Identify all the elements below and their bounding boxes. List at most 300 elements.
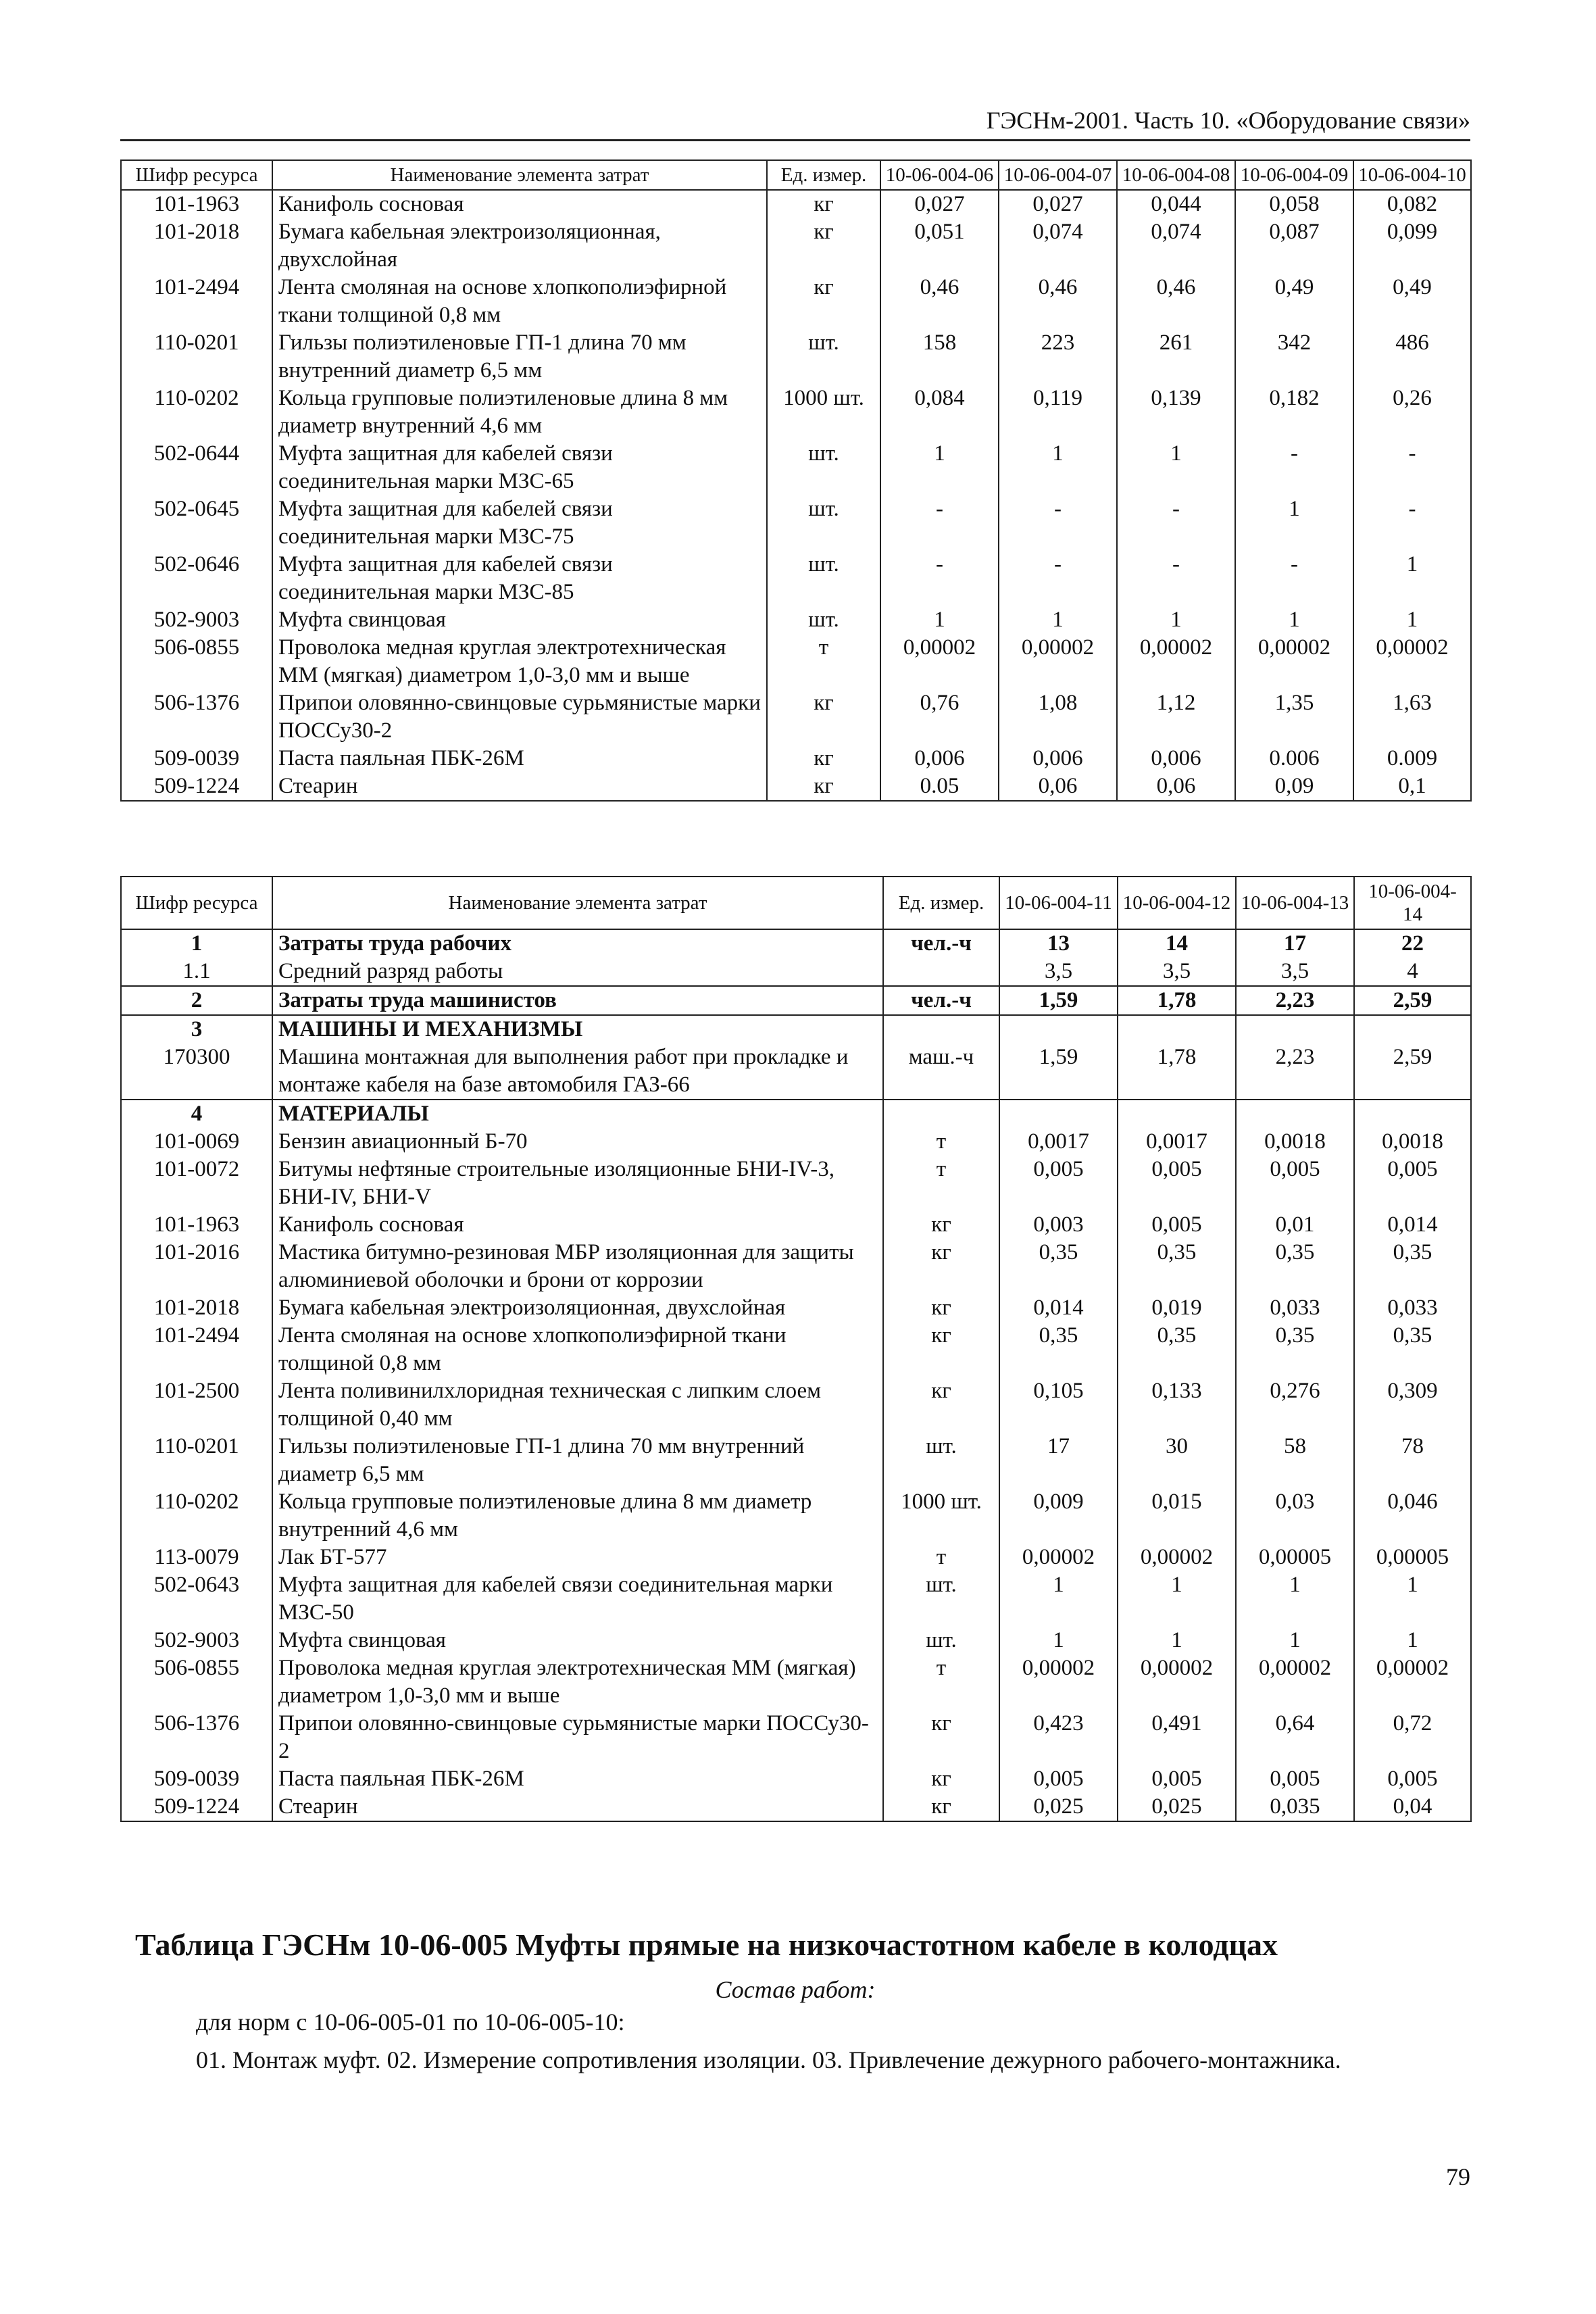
cost-element-name: Муфта защитная для кабелей связи соединительная марки МЗС-50 bbox=[272, 1571, 883, 1627]
norm-value: 1 bbox=[1117, 440, 1235, 495]
resource-code: 101-2494 bbox=[121, 274, 272, 329]
norm-value: 0,309 bbox=[1354, 1377, 1471, 1433]
unit-of-measure: чел.-ч bbox=[883, 986, 999, 1015]
norm-value: 0,074 bbox=[1117, 218, 1235, 274]
norm-value: 0,49 bbox=[1235, 274, 1353, 329]
norm-value: 1 bbox=[1235, 495, 1353, 551]
column-header: Ед. измер. bbox=[767, 160, 880, 190]
table-row bbox=[121, 986, 1471, 1015]
resource-code: 502-9003 bbox=[121, 606, 272, 634]
norm-value: 3,5 bbox=[1118, 958, 1236, 986]
norm-value: 0,46 bbox=[999, 274, 1117, 329]
norm-value: - bbox=[1235, 551, 1353, 606]
norm-value: 13 bbox=[999, 929, 1118, 958]
column-header: 10-06-004-06 bbox=[880, 160, 999, 190]
unit-of-measure: кг bbox=[883, 1765, 999, 1793]
cost-element-name: Канифоль сосновая bbox=[272, 1211, 883, 1239]
norm-value: 0,35 bbox=[1236, 1322, 1354, 1377]
unit-of-measure: маш.-ч bbox=[883, 1043, 999, 1100]
column-header: 10-06-004-09 bbox=[1235, 160, 1353, 190]
norm-value: - bbox=[999, 551, 1117, 606]
cost-element-name: Муфта защитная для кабелей связи соединительная марки МЗС-65 bbox=[272, 440, 767, 495]
unit-of-measure: кг bbox=[883, 1322, 999, 1377]
norm-value: 0,014 bbox=[999, 1294, 1118, 1322]
resource-code: 3 bbox=[121, 1015, 272, 1043]
norm-value: 0,027 bbox=[880, 190, 999, 218]
norm-value: 1 bbox=[1354, 1571, 1471, 1627]
column-header: Шифр ресурса bbox=[121, 160, 272, 190]
table-row bbox=[121, 1433, 1471, 1488]
unit-of-measure: шт. bbox=[883, 1627, 999, 1654]
norm-value: 1 bbox=[999, 1571, 1118, 1627]
column-header: 10-06-004-12 bbox=[1118, 877, 1236, 929]
column-header: Наименование элемента затрат bbox=[272, 160, 767, 190]
resource-code: 1 bbox=[121, 929, 272, 958]
norm-value: 0,003 bbox=[999, 1211, 1118, 1239]
resource-code: 509-1224 bbox=[121, 772, 272, 801]
cost-element-name: Лента смоляная на основе хлопкополиэфирной ткани толщиной 0,8 мм bbox=[272, 274, 767, 329]
norm-value: 0,006 bbox=[999, 745, 1117, 772]
norm-value: 0,00002 bbox=[1354, 1654, 1471, 1710]
cost-element-name: Затраты труда машинистов bbox=[272, 986, 883, 1015]
column-header: 10-06-004-11 bbox=[999, 877, 1118, 929]
norm-value: 0,00002 bbox=[1117, 634, 1235, 689]
table-row bbox=[121, 1544, 1471, 1571]
norm-value: 0,105 bbox=[999, 1377, 1118, 1433]
cost-element-name: Кольца групповые полиэтиленовые длина 8 мм диаметр внутренний 4,6 мм bbox=[272, 1488, 883, 1544]
cost-element-name: Проволока медная круглая электротехническая ММ (мягкая) диаметром 1,0-3,0 мм и выше bbox=[272, 634, 767, 689]
norm-value: 0,006 bbox=[880, 745, 999, 772]
norm-value: 0,044 bbox=[1117, 190, 1235, 218]
norm-value: 0,26 bbox=[1353, 385, 1471, 440]
unit-of-measure: т bbox=[883, 1654, 999, 1710]
norm-value: 0,015 bbox=[1118, 1488, 1236, 1544]
norm-value: 17 bbox=[999, 1433, 1118, 1488]
norm-value: - bbox=[1117, 495, 1235, 551]
norm-value bbox=[1354, 1100, 1471, 1128]
norm-value: 1,08 bbox=[999, 689, 1117, 745]
cost-element-name: Муфта защитная для кабелей связи соединительная марки МЗС-75 bbox=[272, 495, 767, 551]
norm-value: 0,005 bbox=[1118, 1765, 1236, 1793]
unit-of-measure: шт. bbox=[883, 1571, 999, 1627]
norm-value: 0,0017 bbox=[999, 1128, 1118, 1156]
norm-value: 1 bbox=[999, 606, 1117, 634]
resource-code: 101-2500 bbox=[121, 1377, 272, 1433]
norms-scope: для норм с 10-06-005-01 по 10-06-005-10: bbox=[196, 2009, 625, 2036]
norm-value: 1 bbox=[1118, 1627, 1236, 1654]
unit-of-measure: кг bbox=[767, 772, 880, 801]
resource-code: 101-2016 bbox=[121, 1239, 272, 1294]
cost-element-name: Бензин авиационный Б-70 bbox=[272, 1128, 883, 1156]
norm-value: 0,005 bbox=[1354, 1156, 1471, 1211]
norm-value: 0,005 bbox=[999, 1156, 1118, 1211]
table-row bbox=[121, 929, 1471, 958]
table-row bbox=[121, 689, 1471, 745]
norm-value: 0,35 bbox=[999, 1239, 1118, 1294]
norm-value: 0,035 bbox=[1236, 1793, 1354, 1821]
norm-value: 0,133 bbox=[1118, 1377, 1236, 1433]
unit-of-measure: шт. bbox=[767, 329, 880, 385]
column-header: Шифр ресурса bbox=[121, 877, 272, 929]
resource-code: 509-0039 bbox=[121, 745, 272, 772]
norm-value: 0,03 bbox=[1236, 1488, 1354, 1544]
cost-element-name: Бумага кабельная электроизоляционная, двухслойная bbox=[272, 218, 767, 274]
page-number: 79 bbox=[1446, 2163, 1470, 2190]
norm-value: 0,276 bbox=[1236, 1377, 1354, 1433]
norm-value: 1 bbox=[880, 606, 999, 634]
norm-value: 1 bbox=[999, 1627, 1118, 1654]
norm-value: 1,12 bbox=[1117, 689, 1235, 745]
section-title: Таблица ГЭСНм 10-06-005 Муфты прямые на низкочастотном кабеле в колодцах bbox=[135, 1927, 1278, 1962]
norm-value: 0,0018 bbox=[1236, 1128, 1354, 1156]
norm-value: 0.009 bbox=[1353, 745, 1471, 772]
norm-value: 0,01 bbox=[1236, 1211, 1354, 1239]
norm-value: 0,025 bbox=[999, 1793, 1118, 1821]
table-row bbox=[121, 1294, 1471, 1322]
norm-value: 0,423 bbox=[999, 1710, 1118, 1765]
norm-value: 0,35 bbox=[1354, 1239, 1471, 1294]
table-row bbox=[121, 1322, 1471, 1377]
norm-value: 1,78 bbox=[1118, 986, 1236, 1015]
norm-value: 0,35 bbox=[1236, 1239, 1354, 1294]
norm-value: - bbox=[880, 551, 999, 606]
unit-of-measure bbox=[883, 1015, 999, 1043]
norm-value: 30 bbox=[1118, 1433, 1236, 1488]
norm-value: 0,00002 bbox=[1235, 634, 1353, 689]
table-row bbox=[121, 1128, 1471, 1156]
norm-value: 14 bbox=[1118, 929, 1236, 958]
unit-of-measure bbox=[883, 958, 999, 986]
resource-code: 101-2494 bbox=[121, 1322, 272, 1377]
cost-element-name: Паста паяльная ПБК-26М bbox=[272, 1765, 883, 1793]
norm-value: 0,35 bbox=[999, 1322, 1118, 1377]
column-header: 10-06-004-08 bbox=[1117, 160, 1235, 190]
unit-of-measure: шт. bbox=[767, 495, 880, 551]
cost-element-name: Лак БТ-577 bbox=[272, 1544, 883, 1571]
norm-value: 2,59 bbox=[1354, 1043, 1471, 1100]
norm-value bbox=[999, 1015, 1118, 1043]
table-row bbox=[121, 1793, 1471, 1821]
norm-value: 0,182 bbox=[1235, 385, 1353, 440]
cost-element-name: Гильзы полиэтиленовые ГП-1 длина 70 мм внутренний диаметр 6,5 мм bbox=[272, 329, 767, 385]
unit-of-measure: шт. bbox=[767, 440, 880, 495]
unit-of-measure: чел.-ч bbox=[883, 929, 999, 958]
table-row bbox=[121, 329, 1471, 385]
norm-value: 1 bbox=[1353, 606, 1471, 634]
norm-value: 1,78 bbox=[1118, 1043, 1236, 1100]
norm-value: 0,35 bbox=[1118, 1239, 1236, 1294]
table-row bbox=[121, 772, 1471, 801]
norm-value: 1 bbox=[1354, 1627, 1471, 1654]
norm-value: 0,005 bbox=[1236, 1156, 1354, 1211]
norm-value bbox=[1354, 1015, 1471, 1043]
unit-of-measure: 1000 шт. bbox=[883, 1488, 999, 1544]
norm-value: - bbox=[1353, 495, 1471, 551]
unit-of-measure bbox=[883, 1100, 999, 1128]
resource-code: 110-0202 bbox=[121, 385, 272, 440]
table-row bbox=[121, 551, 1471, 606]
norm-value: 0,046 bbox=[1354, 1488, 1471, 1544]
cost-element-name: Припои оловянно-свинцовые сурьмянистые марки ПОССу30-2 bbox=[272, 1710, 883, 1765]
unit-of-measure: т bbox=[883, 1128, 999, 1156]
unit-of-measure: кг bbox=[883, 1211, 999, 1239]
resource-code: 502-0646 bbox=[121, 551, 272, 606]
norm-value: 1 bbox=[880, 440, 999, 495]
norm-value: 158 bbox=[880, 329, 999, 385]
cost-element-name: МАТЕРИАЛЫ bbox=[272, 1100, 883, 1128]
norm-value: 0,00005 bbox=[1236, 1544, 1354, 1571]
resource-table-004-06-10 bbox=[120, 159, 1472, 802]
norm-value: 3,5 bbox=[1236, 958, 1354, 986]
norm-value: 1,59 bbox=[999, 1043, 1118, 1100]
norm-value: - bbox=[1117, 551, 1235, 606]
norm-value: 0,1 bbox=[1353, 772, 1471, 801]
norm-value: 78 bbox=[1354, 1433, 1471, 1488]
resource-code: 101-2018 bbox=[121, 1294, 272, 1322]
norm-value: 1 bbox=[1236, 1571, 1354, 1627]
unit-of-measure: кг bbox=[767, 274, 880, 329]
norm-value: - bbox=[880, 495, 999, 551]
cost-element-name: Канифоль сосновая bbox=[272, 190, 767, 218]
table-row bbox=[121, 1488, 1471, 1544]
table-row bbox=[121, 440, 1471, 495]
norm-value: - bbox=[1353, 440, 1471, 495]
unit-of-measure: кг bbox=[767, 689, 880, 745]
norm-value: 4 bbox=[1354, 958, 1471, 986]
table-row bbox=[121, 1765, 1471, 1793]
resource-code: 1.1 bbox=[121, 958, 272, 986]
works-list: 01. Монтаж муфт. 02. Измерение сопротивления изоляции. 03. Привлечение дежурного рабочего-монтажника. bbox=[196, 2046, 1341, 2073]
unit-of-measure: кг bbox=[883, 1294, 999, 1322]
cost-element-name: Мастика битумно-резиновая МБР изоляционная для защиты алюминиевой оболочки и брони от коррозии bbox=[272, 1239, 883, 1294]
norm-value: 0,06 bbox=[999, 772, 1117, 801]
norm-value: 2,23 bbox=[1236, 986, 1354, 1015]
cost-element-name: Паста паяльная ПБК-26М bbox=[272, 745, 767, 772]
norm-value: 0,0017 bbox=[1118, 1128, 1236, 1156]
norm-value: 0,00002 bbox=[1353, 634, 1471, 689]
norm-value: 1 bbox=[1118, 1571, 1236, 1627]
norm-value: 0,051 bbox=[880, 218, 999, 274]
norm-value: 0,09 bbox=[1235, 772, 1353, 801]
norm-value: 1,35 bbox=[1235, 689, 1353, 745]
table-row bbox=[121, 1100, 1471, 1128]
norm-value: 0,033 bbox=[1236, 1294, 1354, 1322]
norm-value: 2,59 bbox=[1354, 986, 1471, 1015]
resource-code: 101-0072 bbox=[121, 1156, 272, 1211]
resource-code: 502-0644 bbox=[121, 440, 272, 495]
resource-code: 113-0079 bbox=[121, 1544, 272, 1571]
norm-value: 0,005 bbox=[1118, 1211, 1236, 1239]
norm-value: 0,027 bbox=[999, 190, 1117, 218]
resource-code: 101-2018 bbox=[121, 218, 272, 274]
norm-value: 1 bbox=[999, 440, 1117, 495]
norm-value bbox=[999, 1100, 1118, 1128]
norm-value: 1 bbox=[1353, 551, 1471, 606]
table-row bbox=[121, 1015, 1471, 1043]
norm-value: 1 bbox=[1117, 606, 1235, 634]
cost-element-name: Муфта свинцовая bbox=[272, 606, 767, 634]
table-row bbox=[121, 634, 1471, 689]
norm-value: 0,76 bbox=[880, 689, 999, 745]
table-row bbox=[121, 958, 1471, 986]
norm-value: 0,49 bbox=[1353, 274, 1471, 329]
resource-code: 101-1963 bbox=[121, 1211, 272, 1239]
norm-value: 0,06 bbox=[1117, 772, 1235, 801]
norm-value: 0,00002 bbox=[1118, 1654, 1236, 1710]
cost-element-name: Проволока медная круглая электротехническая ММ (мягкая) диаметром 1,0-3,0 мм и выше bbox=[272, 1654, 883, 1710]
table-row bbox=[121, 385, 1471, 440]
table-body bbox=[121, 190, 1471, 801]
norm-value: 0,005 bbox=[1354, 1765, 1471, 1793]
norm-value: 0,139 bbox=[1117, 385, 1235, 440]
norm-value: 0,005 bbox=[999, 1765, 1118, 1793]
table-row bbox=[121, 1710, 1471, 1765]
norm-value: 1 bbox=[1236, 1627, 1354, 1654]
norm-value: 0,64 bbox=[1236, 1710, 1354, 1765]
table-row bbox=[121, 1377, 1471, 1433]
unit-of-measure: кг bbox=[883, 1793, 999, 1821]
norm-value: 0,074 bbox=[999, 218, 1117, 274]
resource-code: 101-0069 bbox=[121, 1128, 272, 1156]
norm-value: 342 bbox=[1235, 329, 1353, 385]
resource-code: 506-1376 bbox=[121, 1710, 272, 1765]
norm-value: - bbox=[999, 495, 1117, 551]
resource-code: 110-0202 bbox=[121, 1488, 272, 1544]
table-row bbox=[121, 1211, 1471, 1239]
norm-value: 0,009 bbox=[999, 1488, 1118, 1544]
table-row bbox=[121, 745, 1471, 772]
column-header: Ед. измер. bbox=[883, 877, 999, 929]
resource-code: 509-0039 bbox=[121, 1765, 272, 1793]
norm-value: 0,46 bbox=[1117, 274, 1235, 329]
norm-value: 0,35 bbox=[1118, 1322, 1236, 1377]
cost-element-name: Припои оловянно-свинцовые сурьмянистые марки ПОССу30-2 bbox=[272, 689, 767, 745]
norm-value: - bbox=[1235, 440, 1353, 495]
cost-element-name: Лента смоляная на основе хлопкополиэфирной ткани толщиной 0,8 мм bbox=[272, 1322, 883, 1377]
unit-of-measure: кг bbox=[883, 1377, 999, 1433]
cost-element-name: Машина монтажная для выполнения работ при прокладке и монтаже кабеля на базе автомобиля ГАЗ-66 bbox=[272, 1043, 883, 1100]
resource-code: 506-1376 bbox=[121, 689, 272, 745]
norm-value: 0,082 bbox=[1353, 190, 1471, 218]
unit-of-measure: кг bbox=[767, 190, 880, 218]
table-body bbox=[121, 929, 1471, 1821]
unit-of-measure: шт. bbox=[883, 1433, 999, 1488]
column-header: 10-06-004-14 bbox=[1354, 877, 1471, 929]
norm-value: 0,099 bbox=[1353, 218, 1471, 274]
table-row bbox=[121, 218, 1471, 274]
norm-value: 3,5 bbox=[999, 958, 1118, 986]
column-header: Наименование элемента затрат bbox=[272, 877, 883, 929]
cost-element-name: Битумы нефтяные строительные изоляционные БНИ-IV-3, БНИ-IV, БНИ-V bbox=[272, 1156, 883, 1211]
norm-value: 0,04 bbox=[1354, 1793, 1471, 1821]
norm-value: 0,46 bbox=[880, 274, 999, 329]
unit-of-measure: т bbox=[883, 1156, 999, 1211]
norm-value: 2,23 bbox=[1236, 1043, 1354, 1100]
norm-value: 0,005 bbox=[1236, 1765, 1354, 1793]
unit-of-measure: 1000 шт. bbox=[767, 385, 880, 440]
cost-element-name: Муфта свинцовая bbox=[272, 1627, 883, 1654]
norm-value: 1 bbox=[1235, 606, 1353, 634]
norm-value: 0,72 bbox=[1354, 1710, 1471, 1765]
table-row bbox=[121, 190, 1471, 218]
norm-value: 1,59 bbox=[999, 986, 1118, 1015]
cost-element-name: Лента поливинилхлоридная техническая с липким слоем толщиной 0,40 мм bbox=[272, 1377, 883, 1433]
table-row bbox=[121, 1043, 1471, 1100]
norm-value: 0,058 bbox=[1235, 190, 1353, 218]
table-header bbox=[121, 877, 1471, 929]
norm-value bbox=[1118, 1015, 1236, 1043]
table-row bbox=[121, 1571, 1471, 1627]
resource-code: 110-0201 bbox=[121, 329, 272, 385]
column-header: 10-06-004-10 bbox=[1353, 160, 1471, 190]
norm-value: 0,119 bbox=[999, 385, 1117, 440]
norm-value: 0,00005 bbox=[1354, 1544, 1471, 1571]
norm-value: 0.05 bbox=[880, 772, 999, 801]
cost-element-name: Бумага кабельная электроизоляционная, двухслойная bbox=[272, 1294, 883, 1322]
resource-code: 502-0645 bbox=[121, 495, 272, 551]
resource-table-004-11-14 bbox=[120, 876, 1472, 1822]
norm-value: 0,00002 bbox=[999, 634, 1117, 689]
norm-value: 0,00002 bbox=[1236, 1654, 1354, 1710]
cost-element-name: Муфта защитная для кабелей связи соединительная марки МЗС-85 bbox=[272, 551, 767, 606]
norm-value: 1,63 bbox=[1353, 689, 1471, 745]
unit-of-measure: шт. bbox=[767, 551, 880, 606]
resource-code: 506-0855 bbox=[121, 634, 272, 689]
resource-code: 170300 bbox=[121, 1043, 272, 1100]
column-header: 10-06-004-07 bbox=[999, 160, 1117, 190]
norm-value bbox=[1236, 1100, 1354, 1128]
norm-value: 58 bbox=[1236, 1433, 1354, 1488]
unit-of-measure: кг bbox=[883, 1710, 999, 1765]
unit-of-measure: кг bbox=[767, 218, 880, 274]
unit-of-measure: т bbox=[767, 634, 880, 689]
norm-value: 0,0018 bbox=[1354, 1128, 1471, 1156]
norm-value: 0,491 bbox=[1118, 1710, 1236, 1765]
resource-code: 509-1224 bbox=[121, 1793, 272, 1821]
norm-value: 0,033 bbox=[1354, 1294, 1471, 1322]
norm-value: 223 bbox=[999, 329, 1117, 385]
unit-of-measure: кг bbox=[767, 745, 880, 772]
cost-element-name: Гильзы полиэтиленовые ГП-1 длина 70 мм внутренний диаметр 6,5 мм bbox=[272, 1433, 883, 1488]
norm-value: 0,00002 bbox=[999, 1544, 1118, 1571]
norm-value: 261 bbox=[1117, 329, 1235, 385]
norm-value: 22 bbox=[1354, 929, 1471, 958]
norm-value: 0,087 bbox=[1235, 218, 1353, 274]
resource-code: 4 bbox=[121, 1100, 272, 1128]
section-subtitle: Состав работ: bbox=[715, 1976, 876, 2003]
table-row bbox=[121, 1239, 1471, 1294]
norm-value: 0,014 bbox=[1354, 1211, 1471, 1239]
resource-code: 502-0643 bbox=[121, 1571, 272, 1627]
resource-code: 110-0201 bbox=[121, 1433, 272, 1488]
cost-element-name: Средний разряд работы bbox=[272, 958, 883, 986]
table-row bbox=[121, 274, 1471, 329]
norm-value: 17 bbox=[1236, 929, 1354, 958]
norm-value: 0,019 bbox=[1118, 1294, 1236, 1322]
norm-value: 0,00002 bbox=[1118, 1544, 1236, 1571]
cost-element-name: Стеарин bbox=[272, 1793, 883, 1821]
cost-element-name: МАШИНЫ И МЕХАНИЗМЫ bbox=[272, 1015, 883, 1043]
table-row bbox=[121, 1654, 1471, 1710]
resource-code: 101-1963 bbox=[121, 190, 272, 218]
table-header bbox=[121, 160, 1471, 190]
resource-code: 2 bbox=[121, 986, 272, 1015]
norm-value: 0.006 bbox=[1235, 745, 1353, 772]
column-header: 10-06-004-13 bbox=[1236, 877, 1354, 929]
cost-element-name: Стеарин bbox=[272, 772, 767, 801]
unit-of-measure: кг bbox=[883, 1239, 999, 1294]
norm-value: 0,35 bbox=[1354, 1322, 1471, 1377]
